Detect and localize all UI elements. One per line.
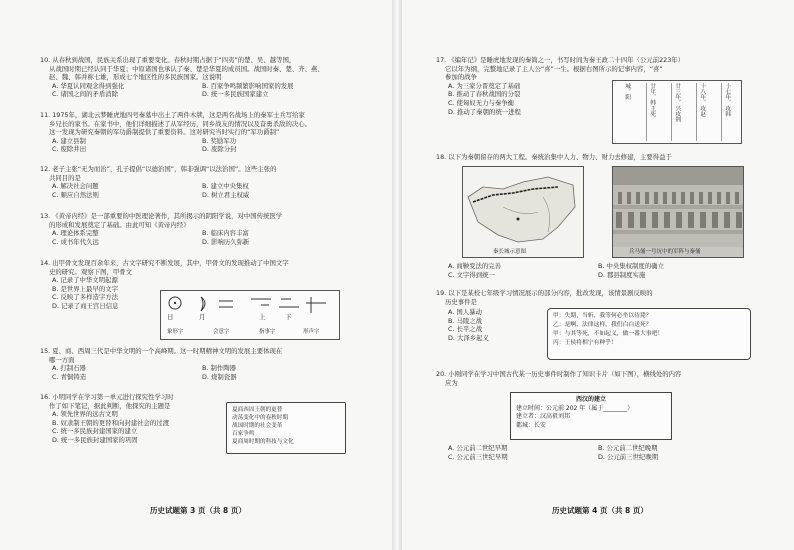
note-line: 夏商周时期的科技与文化: [232, 439, 294, 445]
option-b: B. 公元前二世纪晚期: [598, 444, 658, 452]
question-stem: 赵、魏、韩并称七雄，形成七个地区性的多民族国家。这说明: [49, 73, 222, 82]
glyph-label: 月: [199, 313, 206, 321]
card-title: 西汉的建立: [575, 396, 606, 403]
question-stem: 14. 出甲骨文发现百余年来，古文字研究不断发展，其中，甲骨文的发现推动了中国文字: [40, 259, 289, 267]
option-b: B. 临床内容丰富: [202, 229, 249, 238]
glyph-label: 下: [285, 313, 292, 321]
terracotta-warriors-icon: [613, 167, 743, 247]
option-b: B. 建立中央集权: [202, 182, 249, 191]
great-wall-map: [462, 166, 584, 258]
slip-column: 廿年，韩王死: [646, 83, 657, 141]
question-18-options: [436, 262, 748, 279]
question-stem: 19. 以下是某校七年级学习情况展示的部分内容，批改发现，该情景剧反映的: [436, 289, 653, 297]
page-footer: 历史试题第 4 页（共 8 页）: [552, 506, 648, 515]
option-d: D. 废除分封: [202, 145, 237, 154]
slip-column: 城，阳: [624, 83, 631, 100]
question-11: [40, 111, 352, 154]
option-d: D. 郡县制度实施: [598, 270, 646, 279]
card-line: 建立时间：公元前 202 年（属于________）: [516, 404, 634, 412]
question-stem: 15. 夏、商、西周三代是中华文明的一个高峰期。这一时期精神文明的发展主要体现在: [40, 347, 283, 355]
option-c: C. 长平之战: [448, 325, 483, 334]
figure-caption: 兵马俑一号坑中的军阵与秦俑: [629, 249, 701, 255]
option-d: D. 大泽乡起义: [448, 333, 489, 342]
card-line: 建立者：汉高祖刘邦: [516, 413, 571, 420]
option-b: B. 制作陶器: [202, 364, 237, 373]
option-c: C. 诸国之间的矛盾消除: [52, 90, 119, 99]
question-stem: 的形成和发展奠定了基础。由此可知《黄帝内经》: [49, 220, 190, 229]
option-c: C. 使匈奴无力与秦争衡: [448, 98, 515, 107]
option-c: C. 青铜铸造: [52, 372, 87, 381]
option-d: D. 统一多民族国家建立: [202, 90, 269, 99]
option-d: D. 树立君主权威: [202, 190, 250, 199]
map-icon: [463, 167, 583, 247]
question-10: [40, 56, 352, 99]
option-a: A. 记录了中华文明起源: [52, 276, 118, 285]
exam-page-4: [402, 0, 794, 550]
book-spine: [392, 0, 402, 550]
question-18: [436, 153, 672, 162]
question-16: [40, 393, 174, 445]
option-c: C. 顺应自然法则: [52, 190, 99, 199]
slip-column: 十七年，攻韩: [721, 83, 732, 141]
option-d: D. 影响历久弥新: [202, 237, 250, 246]
note-line: 动荡变化中的春秋时期: [232, 415, 288, 421]
script-line: 丙：王侯将相宁有种乎！: [553, 340, 617, 346]
question-12: [40, 165, 352, 199]
question-stem: 哪一方面: [49, 355, 75, 364]
script-line: 乙：是啊，法律这样，我们白白送死？: [553, 322, 652, 328]
note-line: 百家争鸣: [232, 431, 255, 437]
question-20: [436, 370, 681, 387]
question-stem: 参加的战争: [445, 73, 477, 82]
option-b: B. 马陵之战: [448, 316, 483, 325]
option-d: D. 推动了秦朝的统一进程: [448, 107, 521, 116]
figure-caption: 秦长城示意图: [493, 249, 527, 255]
question-stem: 从战国时期已经认同于华夏；中原诸国也承认了秦、楚是华夏的成员国。战国时秦、楚、齐、燕、: [49, 64, 324, 73]
option-d: D. 公元前三世纪晚期: [598, 452, 659, 461]
option-c: C. 文字得到统一: [448, 270, 495, 279]
option-a: A. 华夏认同观念得到强化: [52, 81, 125, 90]
figure-caption: 会意字: [213, 329, 230, 335]
option-d: D. 记录了商王宫日信息: [52, 301, 119, 310]
option-a: A. 公元前二世纪早期: [448, 444, 508, 452]
option-c: C. 废除井田: [52, 145, 87, 154]
figure-caption: 指事字: [259, 329, 276, 335]
exam-page-3: [0, 0, 392, 550]
question-stem: 20. 小刚同学在学习中国古代某一历史事件时制作了知识卡片（如下图），横线处的内容: [436, 370, 682, 378]
question-stem: 12. 老子主张“无为而治”，孔子提倡“以德治国”，韩非强调“以法治国”。这些主张的: [40, 165, 277, 173]
option-a: A. 国人暴动: [448, 308, 482, 317]
option-c: C. 统一多民族封建国家的建立: [52, 427, 138, 436]
question-20-options: [436, 444, 748, 461]
option-d: D. 烧制瓷器: [202, 372, 237, 381]
question-stem: 历史事件是: [445, 297, 477, 306]
option-a: A. 建立县制: [52, 136, 86, 145]
option-b: B. 中央集权制度的确立: [598, 262, 664, 270]
option-a: A. 领先世界的远古文明: [52, 410, 118, 419]
glyph-label: 上: [259, 313, 266, 321]
option-b: B. 奖励军功: [202, 136, 237, 145]
option-b: B. 百家争鸣频繁影响国家的发展: [202, 81, 294, 90]
question-stem: 共同目的是: [49, 173, 81, 182]
drama-script-card: [547, 308, 751, 360]
note-line: 战国时期的社会变革: [232, 423, 283, 429]
knowledge-card: [510, 392, 672, 440]
glyph-label: 日: [167, 313, 174, 321]
option-b: B. 是世界上最早的文字: [52, 284, 118, 293]
study-notes-card: [226, 402, 346, 454]
option-d: D. 统一多民族封建国家的巩固: [52, 435, 138, 444]
option-c: C. 成书年代久远: [52, 237, 99, 246]
oracle-glyphs-icon: [161, 291, 339, 327]
question-stem: 史的研究。观察下图，甲骨文: [49, 267, 133, 276]
figure-caption: 象形字: [167, 329, 184, 335]
script-line: 甲：失期，当斩，我等何必坐以待毙？: [553, 313, 652, 319]
option-a: A. 解决社会问题: [52, 182, 99, 191]
question-stem: 应为: [445, 378, 458, 387]
question-stem: 它以年为纲，完整地记录了主人公“喜”一生。根据右图所示的记事内容，“喜”: [445, 64, 663, 73]
option-a: A. 理论体系完整: [52, 229, 99, 238]
note-line: 夏商西周王朝的更替: [232, 407, 283, 413]
question-stem: 这一发现为研究秦朝的军功爵制提供了重要资料。这对研究当时实行的“军功爵制”: [49, 128, 280, 137]
question-stem: 10. 从春秋到战国，民族关系出现了重要变化。春秋时期占据于“四夷”的楚、吴、越等国，: [40, 56, 296, 64]
question-stem: 18. 以下为秦朝留存的两大工程。秦统治集中人力、物力、财力去修建，主要得益于: [436, 153, 672, 161]
option-a: A. 商鞅变法的完善: [448, 262, 502, 270]
question-stem: 13. 《黄帝内经》是一部重要的中医理论著作，其所揭示的阴阳学说，对中国传统医学: [40, 212, 283, 220]
option-c: C. 反映了多样造字方法: [52, 293, 119, 302]
script-line: 甲：与其等死，不如起义，做一番大事吧！: [553, 331, 664, 337]
question-13: [40, 212, 352, 246]
card-line: 都城：长安: [516, 421, 547, 429]
page-footer: 历史试题第 3 页（共 8 页）: [150, 506, 246, 515]
oracle-bone-figure: [160, 290, 340, 340]
option-a: A. 为三家分晋奠定了基础: [448, 81, 521, 90]
option-a: A. 打制石器: [52, 364, 86, 373]
slip-column: 廿三年，兴攻荆: [671, 83, 682, 141]
question-stem: 乡兄长的家书。在家书中，他们详细描述了从军经历，同乡战友的情况以及奋勇杀敌的决心。: [49, 119, 312, 128]
option-b: B. 奴隶制王朝的更替和向封建社会的过渡: [52, 418, 170, 427]
question-stem: 16. 小明同学在学习第一单元进行探究性学习时: [40, 393, 174, 401]
bamboo-slip-figure: [612, 80, 742, 144]
option-c: C. 公元前三世纪早期: [448, 452, 508, 461]
question-stem: 11. 1975年，湖北云梦睡虎地四号秦墓中出土了两件木牍，这是两名战场上的秦军士兵写给家: [40, 111, 305, 119]
question-stem: 作了如下笔记，据此判断，他探究的主题是: [49, 401, 171, 410]
option-b: B. 推动了春秋战国的分裂: [448, 90, 521, 99]
terracotta-army-photo: [612, 166, 744, 258]
figure-caption: 形声字: [303, 329, 320, 335]
question-15: [40, 347, 352, 381]
slip-column: 十八年，攻赵: [696, 83, 707, 141]
question-stem: 17. 《编年记》是睡虎地发现的秦简之一，书写时间为秦王政二十四年（公元前223年）: [436, 56, 685, 64]
